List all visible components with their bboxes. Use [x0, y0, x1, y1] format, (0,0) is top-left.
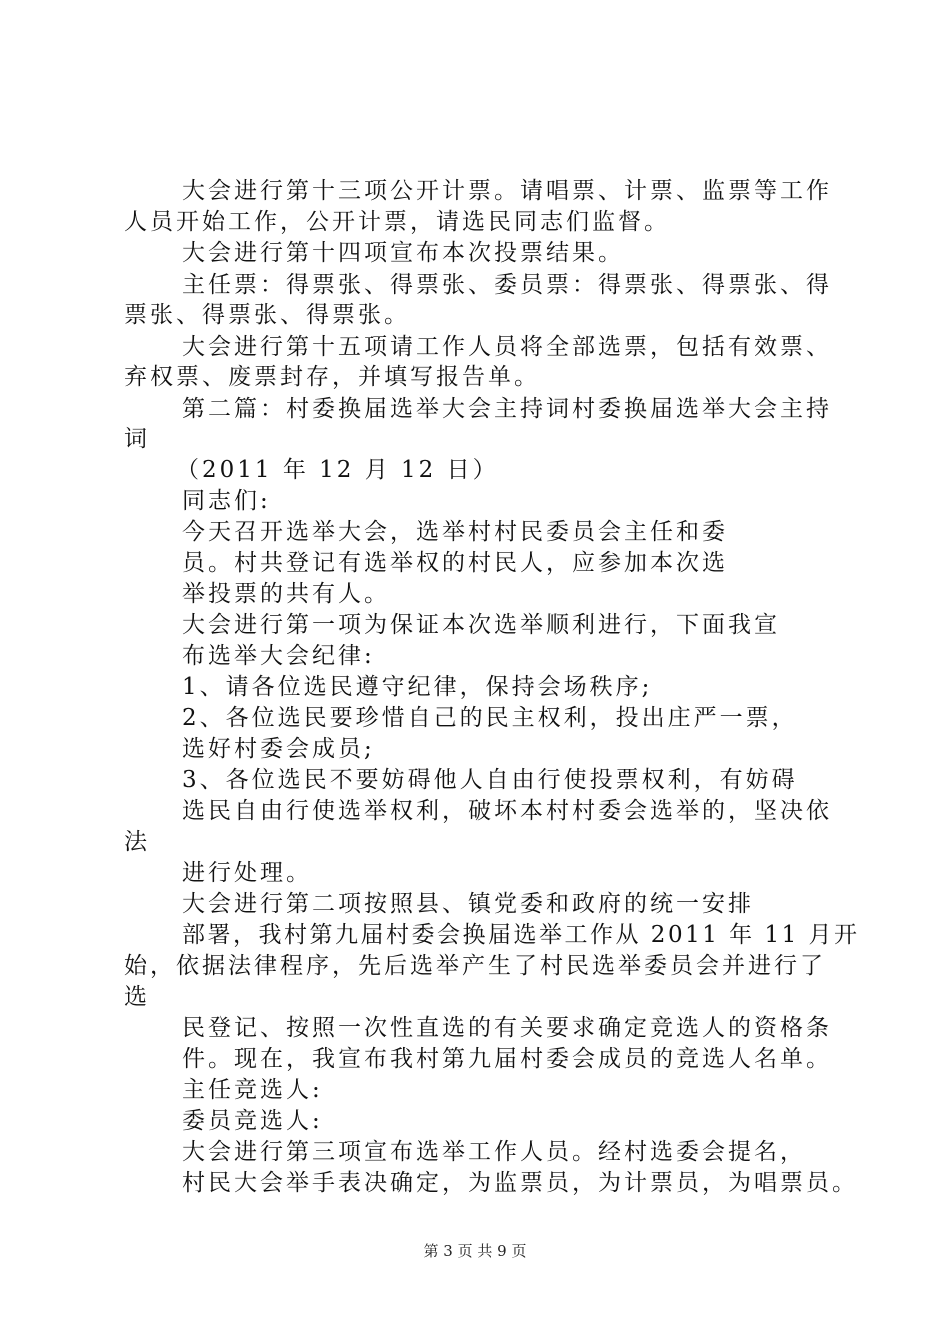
section-heading: 第二篇：村委换届选举大会主持词村委换届选举大会主持: [182, 396, 832, 422]
text-line: 票张、得票张、得票张。: [124, 302, 410, 328]
text-line: 大会进行第一项为保证本次选举顺利进行，下面我宣: [182, 612, 780, 638]
text-line: 1、请各位选民遵守纪律，保持会场秩序;: [182, 674, 653, 700]
date-line: （2011 年 12 月 12 日）: [176, 457, 499, 483]
text-line: 法: [124, 829, 150, 855]
text-line: 今天召开选举大会，选举村村民委员会主任和委: [182, 519, 728, 545]
text-line: 人员开始工作，公开计票，请选民同志们监督。: [124, 209, 670, 235]
text-line: 弃权票、废票封存，并填写报告单。: [124, 364, 540, 390]
text-line: 大会进行第二项按照县、镇党委和政府的统一安排: [182, 891, 754, 917]
text-line: 大会进行第十五项请工作人员将全部选票，包括有效票、: [182, 334, 832, 360]
text-line: 进行处理。: [182, 860, 312, 886]
text-line: 大会进行第三项宣布选举工作人员。经村选委会提名，: [182, 1139, 806, 1165]
text-line: 大会进行第十四项宣布本次投票结果。: [182, 240, 624, 266]
text-line: 村民大会举手表决确定，为监票员，为计票员，为唱票员。: [182, 1170, 858, 1196]
text-line: 部署，我村第九届村委会换届选举工作从 2011 年 11 月开: [182, 922, 860, 948]
text-line: 件。现在，我宣布我村第九届村委会成员的竞选人名单。: [182, 1046, 832, 1072]
text-line: 主任票：得票张、得票张、委员票：得票张、得票张、得: [182, 272, 832, 298]
text-line: 2、各位选民要珍惜自己的民主权利，投出庄严一票，: [182, 705, 798, 731]
text-line: 词: [124, 426, 150, 452]
text-line: 员。村共登记有选举权的村民人，应参加本次选: [182, 550, 728, 576]
text-line: 3、各位选民不要妨碍他人自由行使投票权利，有妨碍: [182, 767, 798, 793]
text-line: 委员竞选人:: [182, 1108, 323, 1134]
text-line: 始，依据法律程序，先后选举产生了村民选举委员会并进行了: [124, 953, 826, 979]
text-line: 大会进行第十三项公开计票。请唱票、计票、监票等工作: [182, 178, 832, 204]
text-line: 选: [124, 984, 150, 1010]
text-line: 选好村委会成员;: [182, 736, 375, 762]
text-line: 举投票的共有人。: [182, 581, 390, 607]
text-line: 布选举大会纪律:: [182, 643, 375, 669]
text-line: 主任竞选人:: [182, 1077, 323, 1103]
text-line: 民登记、按照一次性直选的有关要求确定竞选人的资格条: [182, 1015, 832, 1041]
page-number-footer: 第 3 页 共 9 页: [423, 1242, 527, 1260]
text-line: 同志们:: [182, 488, 271, 514]
text-line: 选民自由行使选举权利，破坏本村村委会选举的，坚决依: [182, 798, 832, 824]
